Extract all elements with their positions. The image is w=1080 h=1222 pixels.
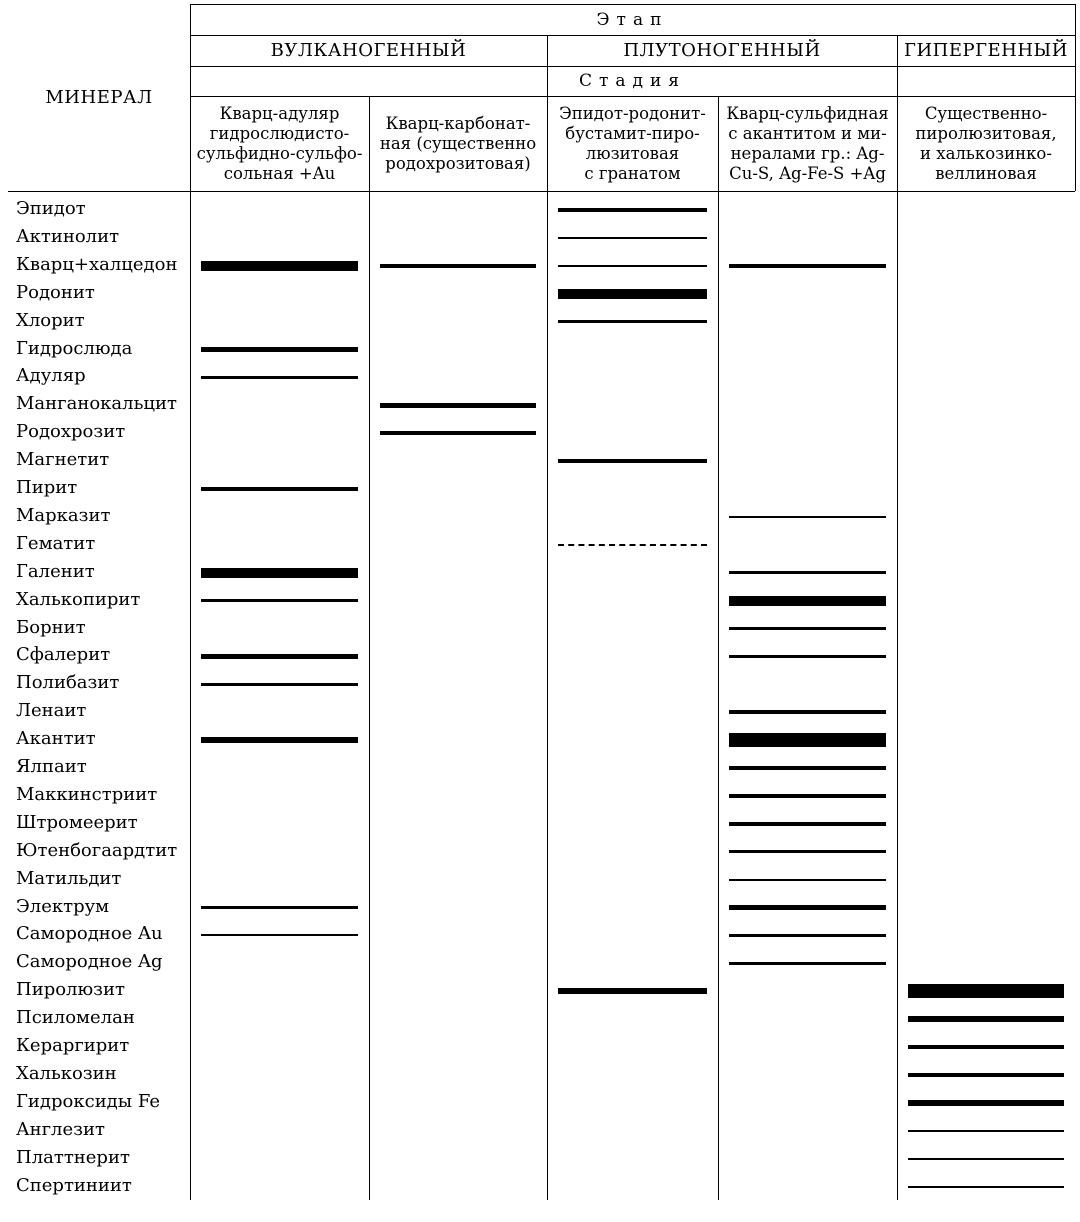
mineral-name: Кераргирит [16,1035,130,1056]
mineral-name: Электрум [16,895,110,917]
occurrence-bar [558,265,707,267]
occurrence-bar [729,962,886,966]
occurrence-bar [729,905,886,911]
occurrence-bar [908,1016,1064,1022]
stage-text-line: нералами гр.: Ag- [730,143,885,163]
occurrence-bar [558,208,707,212]
mineral-name: Полибазит [16,672,120,694]
occurrence-bar [380,431,536,435]
occurrence-bar [558,544,707,546]
col-divider-1 [369,96,370,1200]
mineral-name: Самородное Au [16,923,163,945]
occurrence-bar [729,710,886,714]
occurrence-bar [201,906,358,910]
mineral-name: Гидрослюда [16,337,133,359]
occurrence-bar [729,516,886,518]
occurrence-bar [201,261,358,271]
stage-text-line: пиролюзитовая, [915,123,1057,143]
etap-hypergenic: ГИПЕРГЕННЫЙ [904,39,1068,61]
mineral-name: Англезит [16,1118,105,1140]
stage-quartz-adularia [190,96,369,191]
mineral-name: Маккинстриит [16,783,158,805]
etap-plutonogenic: ПЛУТОНОГЕННЫЙ [623,39,821,61]
mineral-name: Хлорит [16,309,85,331]
rule-header-bottom [8,191,1075,192]
occurrence-bar [558,459,707,463]
mineral-name: Акантит [16,728,96,750]
occurrence-bar [201,654,358,660]
mineral-name: Платтнерит [16,1146,130,1168]
mineral-header: МИНЕРАЛ [45,86,153,108]
stage-text-line: Cu-S, Ag-Fe-S +Ag [729,163,886,183]
occurrence-bar [908,1045,1064,1049]
mineral-name: Магнетит [16,449,110,471]
occurrence-bar [558,237,707,239]
occurrence-bar [908,1186,1064,1188]
mineral-name: Сфалерит [16,644,111,666]
mineral-name: Манганокальцит [16,393,177,415]
stage-text-line: люзитовая [585,143,680,163]
occurrence-bar [729,934,886,938]
col-divider-2 [547,35,548,1200]
occurrence-bar [201,934,358,936]
stage-text-line: сольная +Au [223,163,336,183]
occurrence-bar [558,320,707,324]
occurrence-bar [558,988,707,994]
stage-text-line: сульфидно-сульфо- [196,143,363,163]
stage-text-line: Эпидот-родонит- [559,103,706,123]
col-divider-3 [718,96,719,1200]
occurrence-bar [908,984,1064,998]
occurrence-bar [380,403,536,409]
occurrence-bar [201,376,358,380]
mineral-name: Эпидот [16,198,86,219]
mineral-name: Псиломелан [16,1007,135,1029]
stadia-header: Стадия [578,71,687,91]
stage-pyrolusite [897,96,1075,191]
stage-text-line: Кварц-сульфидная [726,103,889,123]
occurrence-bar [729,850,886,854]
mineral-name: Галенит [16,560,95,582]
occurrence-bar [729,627,886,631]
stage-text-line: родохрозитовая) [385,153,531,173]
stage-text-line: Кварц-карбонат- [385,113,531,133]
occurrence-bar [201,487,358,491]
mineral-name: Ютенбогаардтит [16,839,178,861]
occurrence-bar [729,879,886,881]
col-divider-right [1075,4,1076,191]
mineral-name: Актинолит [16,225,120,247]
etap-volcanogenic: ВУЛКАНОГЕННЫЙ [270,39,467,61]
occurrence-bar [729,794,886,798]
occurrence-bar [201,568,358,578]
occurrence-bar [201,599,358,603]
mineral-name: Ялпаит [16,756,87,777]
occurrence-bar [729,766,886,770]
etap-header: Этап [596,9,669,30]
occurrence-bar [729,733,886,747]
occurrence-bar [729,571,886,575]
stage-quartz-carbonate [369,96,547,191]
mineral-name: Халькопирит [16,588,141,610]
mineral-name: Борнит [16,616,86,638]
col-divider-4 [897,35,898,1200]
mineral-name: Марказит [16,504,111,526]
stage-text-line: ная (существенно [379,133,537,153]
stage-epidote-rhodonite [547,96,718,191]
mineral-name: Матильдит [16,867,122,889]
occurrence-bar [908,1073,1064,1077]
occurrence-bar [729,596,886,606]
occurrence-bar [729,264,886,268]
occurrence-bar [729,655,886,659]
occurrence-bar [729,822,886,826]
mineral-name: Самородное Ag [16,951,163,973]
mineral-name: Родонит [16,281,95,303]
occurrence-bar [908,1130,1064,1132]
stage-text-line: веллиновая [935,163,1037,183]
mineral-name: Кварц+халцедон [16,253,178,275]
mineral-name: Адуляр [16,365,86,387]
stage-text-line: с гранатом [584,163,681,183]
mineral-name: Гематит [16,532,96,554]
mineral-name: Ленаит [16,700,87,722]
stage-quartz-sulfide [718,96,897,191]
occurrence-bar [380,264,536,268]
mineral-name: Спертиниит [16,1174,132,1196]
occurrence-bar [201,737,358,743]
mineral-name: Штромеерит [16,811,138,833]
mineral-name: Родохрозит [16,421,126,443]
occurrence-bar [908,1100,1064,1106]
mineral-name: Гидроксиды Fe [16,1090,160,1112]
mineral-name: Халькозин [16,1062,117,1084]
stage-text-line: Кварц-адуляр [219,103,340,123]
stage-text-line: Существенно- [924,103,1048,123]
occurrence-bar [908,1158,1064,1160]
occurrence-bar [558,289,707,299]
occurrence-bar [201,347,358,353]
occurrence-bar [201,683,358,687]
mineral-name: Пирит [16,477,78,498]
stage-text-line: гидрослюдисто- [209,123,350,143]
stage-text-line: бустамит-пиро- [565,123,700,143]
stage-text-line: с акантитом и ми- [728,123,887,143]
mineral-name: Пиролюзит [16,979,125,1001]
stage-text-line: и халькозинко- [920,143,1052,163]
